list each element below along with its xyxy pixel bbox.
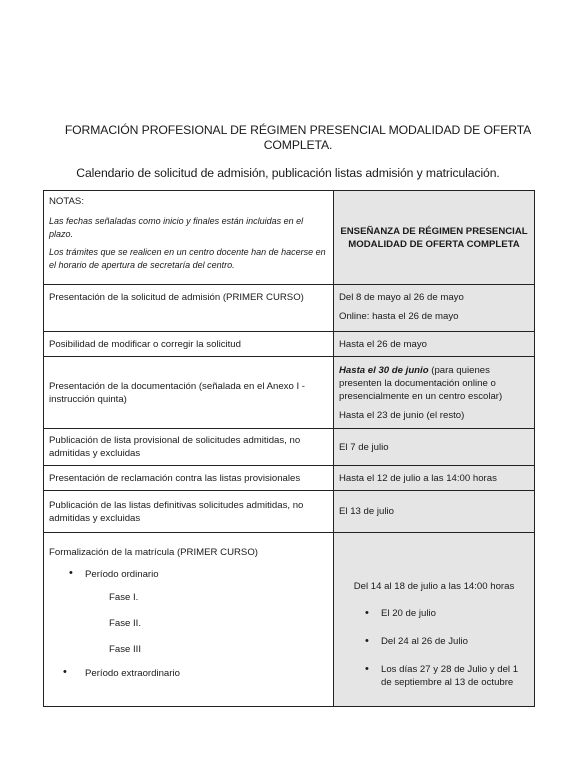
row-value: El 7 de julio <box>334 429 535 466</box>
table-row <box>44 285 535 332</box>
row-label: Presentación de la solicitud de admisión (PRIMER CURSO) <box>44 285 334 332</box>
fase-3: Fase III <box>109 644 141 655</box>
row-value-line: Hasta el 23 de junio (el resto) <box>339 409 465 421</box>
row-value-line: Hasta el 30 de junio (para quienes presenten la documentación online o presencialmente en un centro escolar) <box>339 364 503 402</box>
matricula-label: Formalización de la matrícula (PRIMER CURSO) <box>49 547 258 558</box>
calendar-table <box>43 190 535 707</box>
notes-line-1: Las fechas señaladas como inicio y finales están incluidas en el plazo. <box>49 216 304 239</box>
list-item: • Los días 27 y 28 de Julio y del 1 de septiembre al 13 de octubre <box>365 663 519 688</box>
row-value <box>334 357 535 429</box>
document-title: FORMACIÓN PROFESIONAL DE RÉGIMEN PRESENCIAL MODALIDAD DE OFERTA COMPLETA. <box>64 123 532 152</box>
column-header: ENSEÑANZA DE RÉGIMEN PRESENCIAL MODALIDAD DE OFERTA COMPLETA <box>340 225 528 250</box>
notes-row <box>44 191 535 285</box>
row-value-line: Online: hasta el 26 de mayo <box>339 311 459 322</box>
matricula-value-cell <box>334 533 535 707</box>
notes-heading: NOTAS: <box>49 196 85 207</box>
row-value: El 13 de julio <box>334 491 535 533</box>
column-header-cell <box>334 191 535 285</box>
row-value: Hasta el 26 de mayo <box>334 332 535 357</box>
row-value <box>334 285 535 332</box>
matricula-row <box>44 533 535 707</box>
fase-1: Fase I. <box>109 592 139 603</box>
bullet-icon: • <box>365 635 369 647</box>
table-row <box>44 332 535 357</box>
notes-cell <box>44 191 334 285</box>
fase-dates-list <box>339 607 529 689</box>
table-row <box>44 429 535 466</box>
bullet-icon: • <box>365 663 369 675</box>
deadline-emphasis: Hasta el 30 de junio <box>339 364 429 376</box>
bullet-icon: • <box>69 567 73 579</box>
periodo-ordinario: • Período ordinario <box>69 567 159 580</box>
row-value-line: Del 8 de mayo al 26 de mayo <box>339 292 464 303</box>
table-row <box>44 466 535 491</box>
notes-line-2: Los trámites que se realicen en un centro docente han de hacerse en el horario de apertura de secretaría del centro. <box>49 247 326 270</box>
row-label: Posibilidad de modificar o corregir la solicitud <box>44 332 334 357</box>
table-row <box>44 491 535 533</box>
row-label: Presentación de reclamación contra las listas provisionales <box>44 466 334 491</box>
row-value: Hasta el 12 de julio a las 14:00 horas <box>334 466 535 491</box>
row-label: Publicación de las listas definitivas solicitudes admitidas, no admitidas y excluidas <box>44 491 334 533</box>
matricula-label-cell <box>44 533 334 707</box>
list-item: • El 20 de julio <box>365 607 436 619</box>
row-label: Presentación de la documentación (señalada en el Anexo I - instrucción quinta) <box>44 357 334 429</box>
bullet-icon: • <box>63 666 67 678</box>
table-row <box>44 357 535 429</box>
periodo-extraordinario: • Período extraordinario <box>63 666 180 679</box>
bullet-icon: • <box>365 607 369 619</box>
row-label: Publicación de lista provisional de solicitudes admitidas, no admitidas y excluidas <box>44 429 334 466</box>
fase-2: Fase II. <box>109 618 141 629</box>
fase-1-dates: Del 14 al 18 de julio a las 14:00 horas <box>353 581 515 592</box>
document-subtitle: Calendario de solicitud de admisión, publicación listas admisión y matriculación. <box>76 166 500 180</box>
list-item: • Del 24 al 26 de Julio <box>365 635 468 647</box>
